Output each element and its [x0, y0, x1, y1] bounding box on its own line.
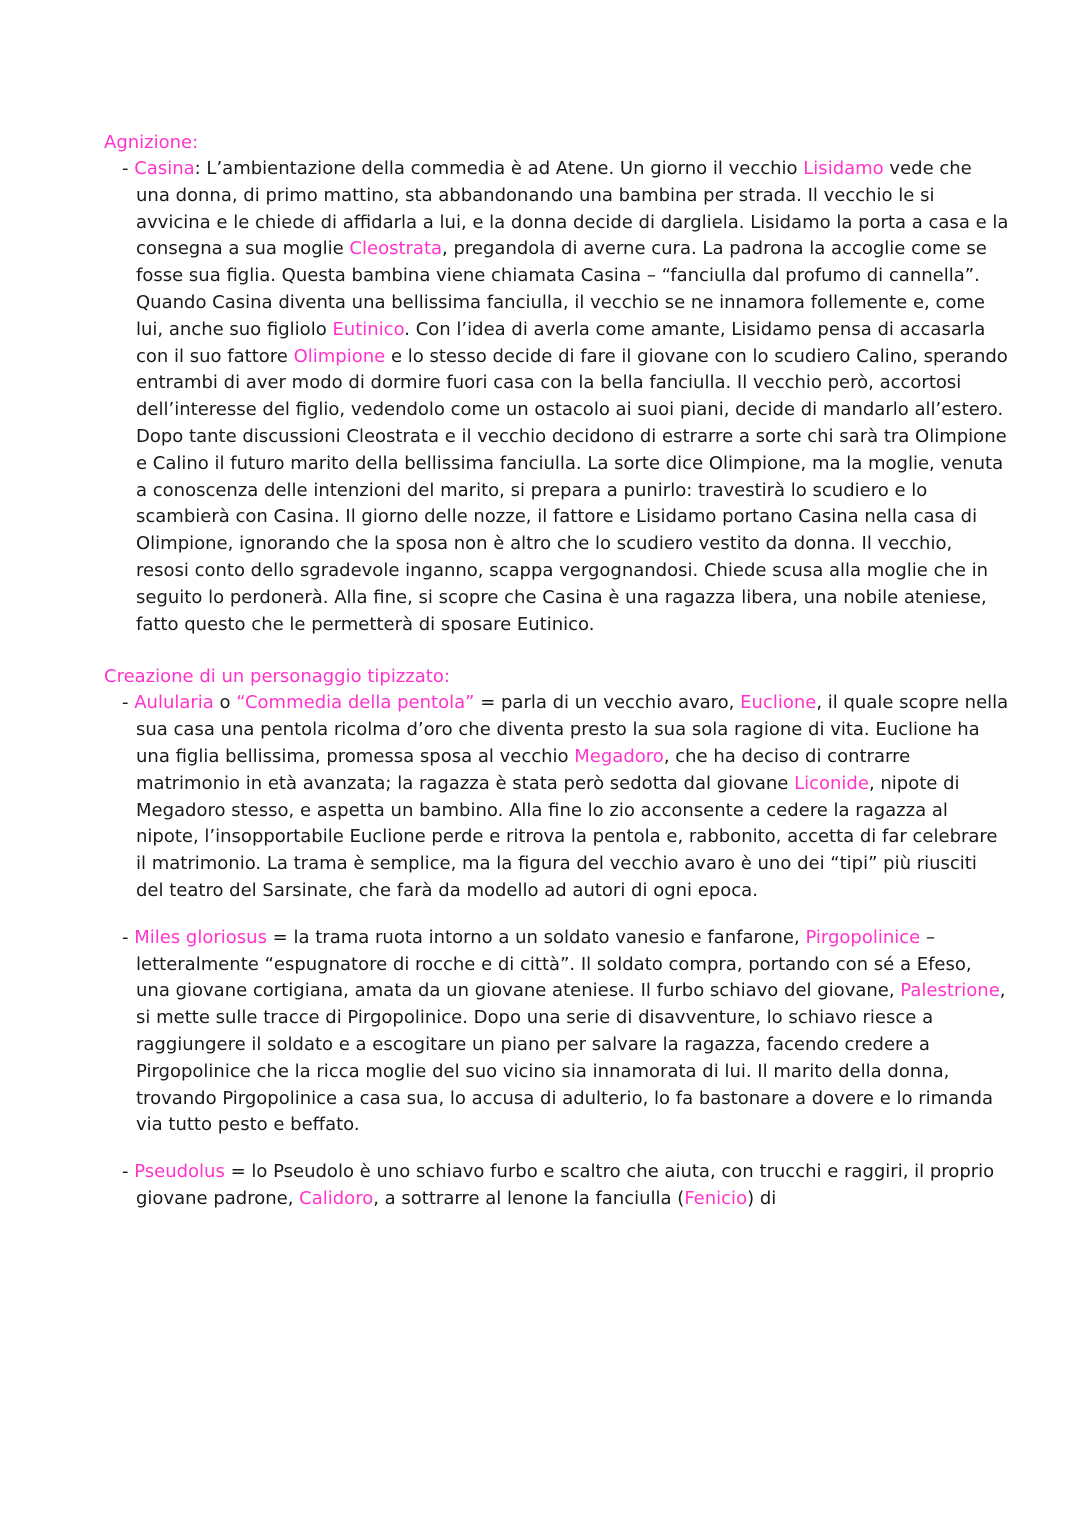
entry-casina: - Casina: L’ambientazione della commedia è ad Atene. Un giorno il vecchio Lisidamo vede che una donna, di primo mattino, sta abbandonando una bambina per strada. Il vecchio le si avvicina e le chiede di affidarla a lui, e la donna decide di dargliela. Lisidamo la porta a casa e la consegna a sua moglie Cleostrata, pregandola di averne cura. La padrona la accoglie come se fosse sua figlia. Questa bambina viene chiamata Casina – “fanciulla dal profumo di cannella”. Quando Casina diventa una bellissima fanciulla, il vecchio se ne innamora follemente e, come lui, anche suo figliolo Eutinico. Con l’idea di averla come amante, Lisidamo pensa di accasarla con il suo fattore Olimpione e lo stesso decide di fare il giovane con lo scudiero Calino, sperando entrambi di aver modo di dormire fuori casa con la bella fanciulla. Il vecchio però, accortosi dell’interesse del figlio, vedendolo come un ostacolo ai suoi piani, decide di mandarlo all’estero. [122, 158, 1009, 421]
term-miles-gloriosus: Miles gloriosus [134, 926, 267, 948]
name-euclione: Euclione [740, 692, 817, 714]
name-fenicio: Fenicio [684, 1187, 748, 1209]
term-commedia-della-pentola: “Commedia della pentola” [236, 692, 475, 714]
entry-miles-gloriosus: - Miles gloriosus = la trama ruota intorno a un soldato vanesio e fanfarone, Pirgopolinice – letteralmente “espugnatore di rocche e di città”. Il soldato compra, portando con sé a Efeso, una giovane cortigiana, amata da un giovane ateniese. Il furbo schiavo del giovane, Palestrione, si mette sulle tracce di Pirgopolinice. Dopo una serie di disavventure, lo schiavo riesce a raggiungere il soldato e a escogitare un piano per salvare la ragazza, facendo credere a Pirgopolinice che la ricca moglie del suo vicino sia innamorata di lui. Il marito della donna, trovando Pirgopolinice a casa sua, lo accusa di adulterio, lo fa bastonare a dovere e lo rimanda via tutto pesto e beffato. [122, 926, 1006, 1136]
section-title-tipizzato: Creazione di un personaggio tipizzato: [104, 666, 450, 688]
entry-pseudolus: - Pseudolus = lo Pseudolo è uno schiavo furbo e scaltro che aiuta, con trucchi e raggiri, il proprio giovane padrone, Calidoro, a sottrarre al lenone la fanciulla (Fenicio) di [122, 1161, 995, 1209]
term-aulularia: Aulularia [134, 692, 214, 714]
name-pirgopolinice: Pirgopolinice [805, 926, 921, 948]
name-cleostrata: Cleostrata [349, 238, 443, 260]
term-casina: Casina [134, 158, 195, 179]
name-palestrione: Palestrione [900, 980, 1000, 1002]
casina-paragraph-2: Dopo tante discussioni Cleostrata e il vecchio decidono di estrarre a sorte chi sarà tra Olimpione e Calino il futuro marito della bellissima fanciulla. La sorte dice Olimpione, ma la moglie, venuta a conoscenza delle intenzioni del marito, si prepara a punirlo: travestirà lo scudiero e lo scambierà con Casina. Il giorno delle nozze, il fattore e Lisidamo portano Casina nella casa di Olimpione, ignorando che la sposa non è altro che lo scudiero vestito da donna. Il vecchio, resosi conto dello sgradevole inganno, scappa vergognandosi. Chiede scusa alla moglie che in seguito lo perdonerà. Alla fine, si scopre che Casina è una ragazza libera, una nobile ateniese, fatto questo che le permetterà di sposare Eutinico. [136, 425, 1007, 635]
name-eutinico: Eutinico [332, 318, 405, 340]
name-lisidamo: Lisidamo [803, 158, 884, 179]
name-olimpione: Olimpione [293, 345, 386, 367]
name-calidoro: Calidoro [299, 1187, 374, 1209]
entry-aulularia: - Aulularia o “Commedia della pentola” = parla di un vecchio avaro, Euclione, il quale scopre nella sua casa una pentola ricolma d’oro che diventa presto la sua sola ragione di vita. Euclione ha una figlia bellissima, promessa sposa al vecchio Megadoro, che ha deciso di contrarre matrimonio in età avanzata; la ragazza è stata però sedotta dal giovane Liconide, nipote di Megadoro stesso, e aspetta un bambino. Alla fine lo zio acconsente a cedere la ragazza al nipote, l’insopportabile Euclione perde e ritrova la pentola e, rabbonito, accetta di far celebrare il matrimonio. La trama è semplice, ma la figura del vecchio avaro è uno dei “tipi” più riusciti del teatro del Sarsinate, che farà da modello ad autori di ogni epoca. [122, 692, 1009, 901]
section-title-agnizione: Agnizione: [104, 132, 199, 153]
name-liconide: Liconide [794, 772, 869, 794]
name-megadoro: Megadoro [574, 745, 664, 767]
term-pseudolus: Pseudolus [134, 1161, 225, 1183]
